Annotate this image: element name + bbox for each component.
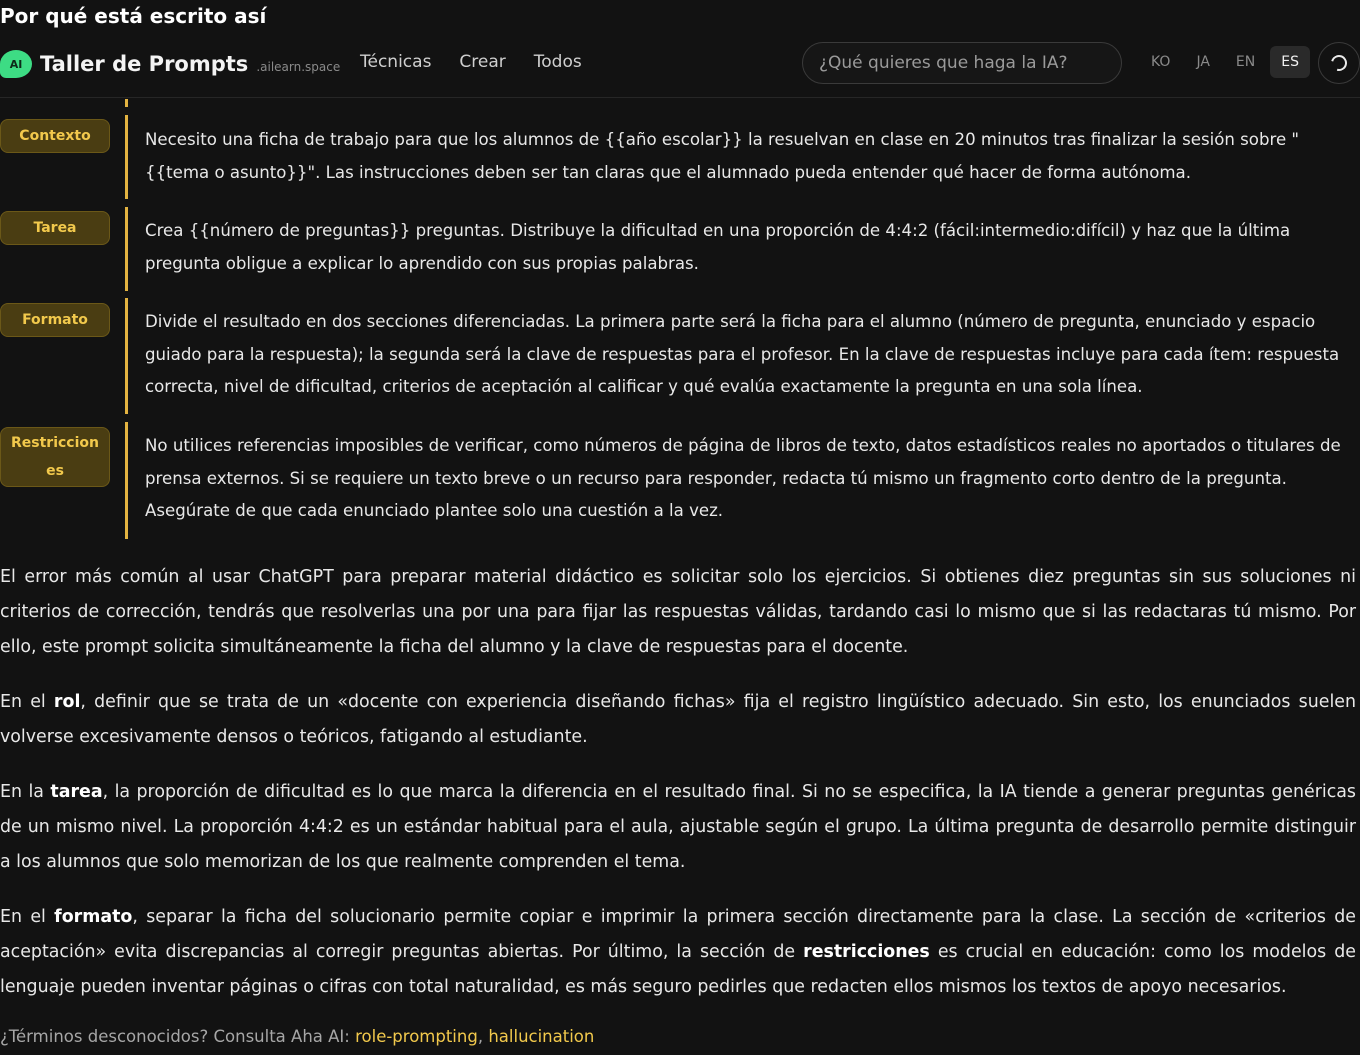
glossary-prefix: ¿Términos desconocidos? Consulta Aha AI: — [0, 1027, 356, 1046]
keyword-restricciones: restricciones — [803, 942, 930, 962]
segment-restricciones — [0, 422, 1360, 539]
segment-text: Crea {{número de preguntas}} preguntas. Distribuye la dificultad en una proporción de 4:4:2 (fácil:intermedio:difícil) y haz que la última pregunta obligue a explicar lo aprendido con sus propias palabras. — [145, 221, 1291, 273]
segment-badge: Restricciones — [0, 427, 110, 487]
lang-en[interactable]: EN — [1235, 54, 1256, 70]
text-fragment: , definir que se trata de un «docente con experiencia diseñando fichas» fija el registro lingüístico adecuado. Sin esto, los enunciados suelen volverse excesivamente densos o teóricos, fatigando al estudiante. — [0, 692, 1356, 747]
explanation-paragraph-tarea — [0, 775, 1356, 880]
site-header — [0, 28, 1360, 98]
segment-formato — [0, 298, 1360, 414]
segment-badge: Formato — [0, 303, 110, 337]
text-fragment: , la proporción de dificultad es lo que marca la diferencia en el resultado final. Si no se especifica, la IA tiende a generar preguntas genéricas de un mismo nivel. La proporción 4:4:2 es un estándar habitual para el aula, ajustable según el grupo. La última pregunta de desarrollo permite distinguir a los alumnos que solo memorizan de los que realmente comprenden el tema. — [0, 782, 1356, 872]
keyword-formato: formato — [54, 907, 133, 927]
moon-icon — [1328, 52, 1350, 74]
segment-bar — [125, 207, 128, 291]
search-input[interactable] — [802, 42, 1122, 84]
lang-ko[interactable]: KO — [1151, 54, 1171, 70]
segment-bar — [125, 422, 128, 539]
segment-badge: Contexto — [0, 119, 110, 153]
explanation-paragraph-formato — [0, 900, 1356, 1005]
logo[interactable] — [0, 50, 340, 78]
main-nav — [360, 52, 582, 72]
segment-contexto — [0, 107, 1360, 199]
robot-logo-icon: AI — [0, 50, 32, 78]
nav-todos[interactable]: Todos — [533, 52, 582, 72]
segment-bar — [125, 99, 128, 107]
term-link-hallucination[interactable]: hallucination — [488, 1027, 595, 1046]
segment-text: No utilices referencias imposibles de verificar, como números de página de libros de texto, datos estadísticos reales no aportados o titulares de prensa externos. Si se requiere un texto breve o un recurso para responder, redacta tú mismo un fragmento corto dentro de la pregunta. Asegúrate de que cada enunciado plantee solo una cuestión a la vez. — [145, 436, 1341, 520]
glossary-note — [0, 1027, 594, 1046]
section-heading: Por qué está escrito así — [0, 4, 267, 28]
text-fragment: En la — [0, 782, 51, 802]
text-fragment: En el — [0, 907, 55, 927]
explanation-paragraph-rol — [0, 685, 1356, 755]
segment-bar — [125, 298, 128, 414]
term-separator: , — [477, 1027, 489, 1046]
site-domain: .ailearn.space — [256, 60, 341, 74]
segment-bar — [125, 115, 128, 199]
theme-toggle-button[interactable] — [1318, 42, 1360, 84]
language-switcher — [1140, 46, 1310, 78]
text-fragment: En el — [0, 692, 54, 712]
lang-es[interactable]: ES — [1270, 46, 1310, 78]
text-fragment: , separar la ficha del solucionario permite copiar e imprimir la primera sección directamente para la clase. La sección de «criterios de aceptación» evita discrepancias al corregir preguntas abiertas. Por último, la sección de — [0, 907, 1356, 962]
segment-text: Necesito una ficha de trabajo para que los alumnos de {{año escolar}} la resuelvan en clase en 20 minutos tras finalizar la sesión sobre "{{tema o asunto}}". Las instrucciones deben ser tan claras que el alumnado pueda entender qué hacer de forma autónoma. — [145, 130, 1300, 182]
keyword-tarea: tarea — [50, 782, 103, 802]
nav-crear[interactable]: Crear — [459, 52, 506, 72]
nav-tecnicas[interactable]: Técnicas — [360, 52, 432, 72]
segment-text: Divide el resultado en dos secciones diferenciadas. La primera parte será la ficha para el alumno (número de pregunta, enunciado y espacio guiado para la respuesta); la segunda será la clave de respuestas para el profesor. En la clave de respuestas incluye para cada ítem: respuesta correcta, nivel de dificultad, criterios de aceptación al calificar y qué evalúa exactamente la pregunta en una sola línea. — [145, 312, 1340, 396]
lang-ja[interactable]: JA — [1196, 54, 1210, 70]
segment-badge: Tarea — [0, 211, 110, 245]
keyword-rol: rol — [53, 692, 81, 712]
segment-tarea — [0, 207, 1360, 291]
text-fragment: es crucial en educación: como los modelos de lenguaje pueden inventar páginas o cifras con total naturalidad, es más seguro pedirles que redacten ellos mismos los textos de apoyo necesarios. — [0, 942, 1356, 997]
site-title: Taller de Prompts — [40, 52, 249, 76]
term-link-role-prompting[interactable]: role-prompting — [355, 1027, 478, 1046]
explanation-paragraph: El error más común al usar ChatGPT para preparar material didáctico es solicitar solo los ejercicios. Si obtienes diez preguntas sin sus soluciones ni criterios de corrección, tendrás que resolverlas una por una para fijar las respuestas válidas, tardando casi lo mismo que si las redactaras tú mismo. Por ello, este prompt solicita simultáneamente la ficha del alumno y la clave de respuestas para el docente. — [0, 567, 1356, 657]
